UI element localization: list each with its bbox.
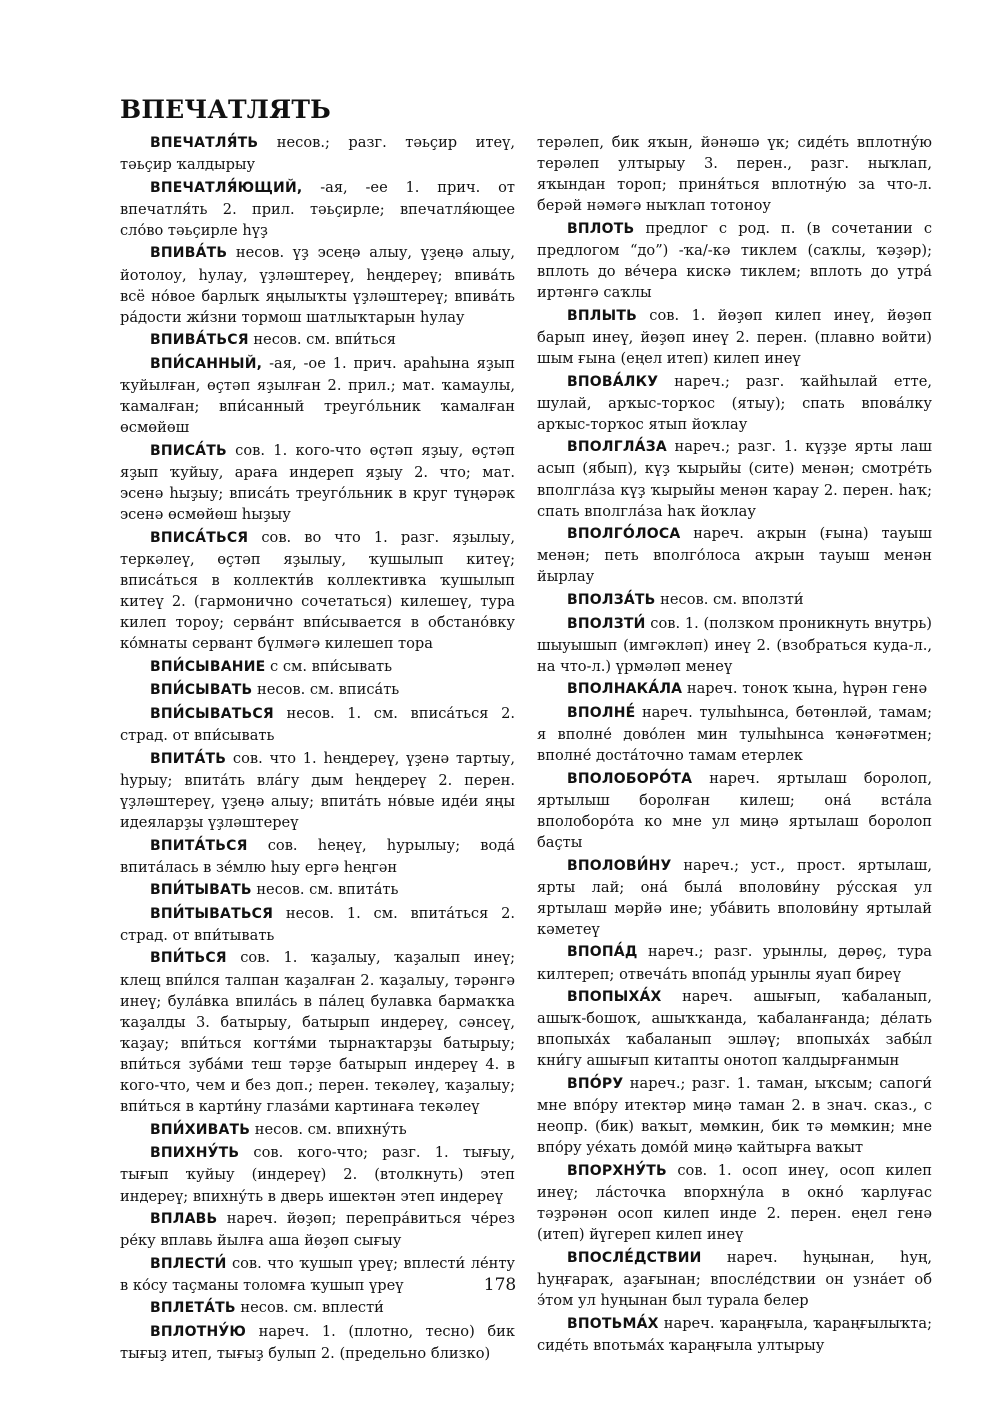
entry-definition: сов. что 1. һеңдереү, үҙенә тартыу, һурыу; впита́ть вла́гу дым һеңдереү 2. перен. үҙләштереү, үҙеңә алыу; впита́ть но́вые иде́и яңы идеяларҙы үҙләштереү (120, 749, 515, 831)
entry-headword: ВПЕЧАТЛЯ́ТЬ (150, 135, 259, 151)
entry-headword: ВПОТЬМА́Х (567, 1315, 659, 1332)
entry-headword: ВПОЛОБОРО́ТА (567, 770, 693, 787)
entry-definition: нареч. 1. (плотно, тесно) бик тығыҙ итеп, тығыҙ булып 2. (предельно близко) (120, 1323, 515, 1363)
entry-continuation: терәлеп, бик яҡын, йәнәшә үк; сиде́ть вплотну́ю терәлеп ултырыу 3. перен., разг. ныҡлап, яҡындан тороп; приня́ться вплотну́ю за что-л. берәй нәмәгә ныҡлап тотоноу (537, 134, 932, 215)
dictionary-entry (537, 1073, 932, 1158)
entry-definition: сов. 1. осоп инеү, осоп килеп инеү; ла́сточка впорхну́ла в окно́ ҡарлуғас тәҙрәнән осоп килеп инде 2. перен. еңел генә (итеп) йүгереп килеп инеү (537, 1161, 932, 1244)
entry-headword: ВПИСА́ТЬ (150, 442, 227, 459)
entry-headword: ВПИ́СЫВАТЬСЯ (150, 705, 274, 722)
entry-definition: нареч. йөҙөп; перепра́виться че́рез ре́ку вплавь йылға аша йөҙөп сығыу (120, 1210, 515, 1250)
dictionary-entry (120, 1297, 515, 1319)
dictionary-entry (537, 941, 932, 984)
dictionary-entry (537, 678, 932, 700)
page-number: 178 (483, 1275, 517, 1295)
dictionary-entry (120, 903, 515, 946)
entry-headword: ВПИВА́ТЬСЯ (150, 332, 249, 349)
dictionary-entry (537, 436, 932, 521)
dictionary-entry (120, 1142, 515, 1206)
entry-headword: ВПИ́ТЫВАТЬ (150, 882, 252, 899)
dictionary-entry (120, 440, 515, 525)
entry-headword: ВПИСА́ТЬСЯ (150, 529, 249, 546)
entry-headword: ВПИ́ТЬСЯ (150, 950, 227, 967)
entry-headword: ВПЛЫТЬ (567, 307, 637, 324)
dictionary-entry (537, 702, 932, 766)
dictionary-entry (120, 1119, 515, 1141)
entry-definition: несов. см. впихну́ть (250, 1120, 407, 1138)
dictionary-entry (537, 1313, 932, 1356)
entry-definition: нареч. ашығып, ҡабаланып, ашыҡ-бошоҡ, ашыҡҡанда, ҡабаланғанда; де́лать впопыха́х ҡабаланып эшләү; впопыха́х забы́л кни́гу ашығып китапты онотоп ҡалдырғанмын (537, 988, 932, 1070)
entry-definition: нареч. аҡрын (ғына) тауыш менән; петь вполго́лоса аҡрын тауыш менән йырлау (537, 525, 932, 586)
entry-headword: ВПИХНУ́ТЬ (150, 1145, 240, 1162)
dictionary-entry (120, 679, 515, 701)
entry-definition: нареч. тоноҡ ҡына, һүрән генә (682, 680, 928, 698)
dictionary-entry (537, 305, 932, 369)
entry-definition: несов. см. вплести́ (235, 1299, 384, 1317)
dictionary-entry (120, 177, 515, 241)
entry-headword: ВПЕЧАТЛЯ́ЮЩИЙ, (150, 179, 303, 196)
entry-headword: ВПЛЕСТИ́ (150, 1255, 227, 1272)
entry-definition: сов. 1. йөҙөп килеп инеү, йөҙөп барып инеү, йөҙөп инеү 2. перен. (плавно войти) шым ғына (еңел итеп) килеп инеү (537, 306, 932, 367)
dictionary-entry (120, 748, 515, 833)
entry-definition: нареч. ҡараңғыла, ҡараңғылыҡта; сиде́ть впотьма́х ҡараңғыла ултырыу (537, 1314, 932, 1354)
dictionary-entry (120, 656, 515, 678)
entry-definition: сов. 1. кого-что өҫтәп яҙыу, өҫтәп яҙып ҡуйыу, араға индереп яҙыу 2. что; мат. эсенә һыҙыу; вписа́ть треуго́льник в круг түңәрәк эсенә өсмөйөш һыҙыу (120, 441, 515, 524)
dictionary-entry (537, 1160, 932, 1245)
entry-headword: ВПОВА́ЛКУ (567, 373, 659, 390)
entry-definition: -ая, -ее 1. прич. от впечатля́ть 2. прил. тәьҫирле; впечатля́ющее сло́во тәьҫирле һүҙ (120, 178, 515, 239)
entry-headword: ВПО́РУ (567, 1076, 624, 1093)
dictionary-entry (120, 835, 515, 878)
left-column (120, 132, 515, 1366)
entry-headword: ВПИ́ТЫВАТЬСЯ (150, 905, 274, 922)
dictionary-entry (120, 329, 515, 351)
entry-headword: ВПОЛГЛА́ЗА (567, 439, 667, 456)
entry-definition: несов. 1. см. впита́ться 2. страд. от впи́тывать (120, 904, 515, 944)
entry-definition: нареч.; уст., прост. яртылаш, ярты лай; она́ была́ вполови́ну ру́сская ул яртылаш мәрйә ине; уба́вить вполови́ну яртылай кәметеү (537, 856, 932, 938)
entry-headword: ВПИ́СЫВАТЬ (150, 682, 253, 699)
dictionary-entry (537, 132, 932, 216)
entry-headword: ВПОЛГО́ЛОСА (567, 526, 681, 543)
entry-definition: нареч.; разг. 1. таман, ыҡсым; сапоги́ мне впо́ру итектәр миңә таман 2. в знач. сказ., с неопр. (бик) ваҡыт, мөмкин, бик тә мөмкин; мне впо́ру уе́хать домо́й миңә ҡайтырға ваҡыт (537, 1075, 932, 1157)
entry-headword: ВПИ́ХИВАТЬ (150, 1121, 251, 1138)
entry-headword: ВПОСЛЕ́ДСТВИИ (567, 1249, 702, 1266)
entry-headword: ВПОЛНЕ́ (567, 704, 636, 721)
entry-definition: сов. һеңеү, һурылыу; вода́ впита́лась в зе́млю һыу ергә һеңгән (120, 836, 515, 876)
entry-definition: нареч. тулыһынса, бөтөнләй, тамам; я вполне́ дово́лен мин тулыһынса ҡәнәғәтмен; вполне́ доста́точно тамам етерлек (537, 703, 932, 765)
entry-headword: ВПИ́САННЫЙ, (150, 355, 263, 372)
entry-definition: нареч.; разг. урынлы, дөрөҫ, тура килтереп; отвеча́ть впопа́д урынлы яуап биреү (537, 943, 932, 983)
entry-definition: сов. во что 1. разг. яҙылыу, теркәлеү, өҫтәп яҙылыу, ҡушылып китеү; впиcа́ться в коллекти́в коллективҡа ҡушылып китеү 2. (гармонично сочетаться) килешеү, тура килеп тороу; серва́нт впи́сывается в обстано́вку ко́мнаты сервант бүлмәгә килешеп тора (120, 528, 515, 653)
dictionary-entry (537, 523, 932, 587)
entry-headword: ВПИ́СЫВАНИЕ (150, 658, 266, 675)
entry-definition: несов. см. вползти́ (655, 590, 804, 608)
entry-definition: нареч.; разг. 1. күҙҙе ярты лаш асып (ябып), күҙ ҡырыйы (сите) менән; смотре́ть вполгла́за күҙ ҡырыйы менән ҡарау 2. перен. һаҡ; спать вполгла́за һаҡ йоҡлау (537, 438, 932, 520)
entry-headword: ВПИВА́ТЬ (150, 245, 228, 262)
dictionary-entry (537, 855, 932, 940)
entry-headword: ВПОРХНУ́ТЬ (567, 1162, 667, 1179)
dictionary-entry (537, 371, 932, 435)
entry-definition: сов. 1. (ползком проникнуть внутрь) шыуышып (имгәкләп) инеү 2. (взобраться куда-л., на что-л.) үрмәләп менеү (537, 614, 932, 675)
entry-definition: сов. что ҡушып үреү; вплести́ ле́нту в ко́су таҫманы толомға ҡушып үреү (120, 1254, 515, 1294)
entry-headword: ВПИТА́ТЬ (150, 750, 227, 767)
entry-headword: ВПЛАВЬ (150, 1211, 218, 1228)
entry-headword: ВПОЛНАКА́ЛА (567, 681, 683, 698)
running-header: ВПЕЧАТЛЯТЬ (120, 95, 331, 124)
entry-definition: несов. см. впи́ться (248, 331, 397, 349)
entry-headword: ВПОЛОВИ́НУ (567, 857, 672, 874)
entry-definition: нареч. яртылаш боролоп, яртылыш боролған килеш; она́ вста́ла вполоборо́та ко мне ул миңә яртылаш боролоп баҫты (537, 769, 932, 851)
dictionary-entry (537, 589, 932, 611)
entry-headword: ВПОПА́Д (567, 944, 638, 961)
dictionary-entry (537, 768, 932, 853)
entry-headword: ВПЛЕТА́ТЬ (150, 1300, 236, 1317)
entry-definition: нареч. һуңынан, һуң, һуңғараҡ, аҙағынан; впосле́дствии он узна́ет об э́том ул һуңынан был турала белер (537, 1248, 932, 1309)
entry-definition: сов. кого-что; разг. 1. тығыу, тығып ҡуйыу (индереү) 2. (втолкнуть) этеп индереү; впихну́ть в дверь ишектән этеп индереү (120, 1144, 515, 1205)
dictionary-entry (120, 1208, 515, 1251)
entry-headword: ВПОЛЗТИ́ (567, 615, 646, 632)
entry-definition: несов. см. впита́ть (251, 881, 399, 899)
dictionary-entry (120, 353, 515, 438)
dictionary-entry (120, 527, 515, 655)
entry-definition: несов. үҙ эсеңә алыу, үҙеңә алыу, йотолоу, һулау, үҙләштереү, һеңдереү; впива́ть всё но́вое барлыҡ яңылыҡты үҙләштереү; впива́ть ра́дости жи́зни тормош шатлыҡтарын һулау (120, 244, 515, 326)
entry-definition: предлог с род. п. (в сочетании с предлогом “до”) -ҡа/-кә тиклем (саҡлы, ҡәҙәр); вплоть до ве́чера кискә тиклем; вплоть до утра́ иртәнгә саҡлы (537, 219, 932, 302)
entry-headword: ВПЛОТНУ́Ю (150, 1324, 247, 1341)
dictionary-entry (120, 242, 515, 327)
entry-headword: ВПИТА́ТЬСЯ (150, 837, 248, 854)
entry-definition: сов. 1. ҡаҙалыу, ҡаҙалып инеү; клещ впи́лся талпан ҡаҙалған 2. ҡаҙалыу, тәрәнгә инеү; була́вка впила́сь в па́лец булавка бармаҡҡа ҡаҙалды 3. батырыу, батырып индереү, сәнсеү, ҡаҙау; впи́ться когтя́ми тырнаҡтарҙы батырыу; впи́ться зуба́ми теш тәрҙе батырып индереү 4. в кого-что, чем и без доп.; перен. текәлеү, ҡаҙалыу; впи́ться в карти́ну глаза́ми картинаға текәлеү (120, 949, 515, 1116)
entry-definition: -ая, -ое 1. прич. араһына яҙып ҡуйылған, өҫтәп яҙылған 2. прил.; мат. ҡамаулы, ҡамалған; впи́санный треуго́льник ҡамалған өсмөйөш (120, 354, 515, 437)
entry-headword: ВПЛОТЬ (567, 220, 635, 237)
entry-headword: ВПОПЫХА́Х (567, 989, 662, 1006)
dictionary-entry (120, 132, 515, 175)
dictionary-entry (120, 947, 515, 1117)
dictionary-entry (537, 613, 932, 677)
entry-definition: несов. 1. см. вписа́ться 2. страд. от впи́сывать (120, 704, 515, 745)
entry-definition: с см. впи́сывать (265, 657, 393, 675)
entry-headword: ВПОЛЗА́ТЬ (567, 591, 656, 608)
right-column (537, 132, 932, 1357)
dictionary-entry (537, 218, 932, 303)
entry-definition: несов.; разг. тәьҫир итеү, тәьҫир ҡалдырыу (120, 134, 515, 174)
dictionary-entry (537, 986, 932, 1071)
entry-definition: нареч.; разг. ҡайһылай етте, шулай, арҡыс-торҡос (ятыу); спать впова́лку арҡыс-торҡос ятып йоҡлау (537, 372, 932, 433)
dictionary-entry (120, 703, 515, 746)
entry-definition: несов. см. вписа́ть (252, 681, 400, 699)
dictionary-entry (120, 879, 515, 901)
dictionary-entry (120, 1321, 515, 1364)
